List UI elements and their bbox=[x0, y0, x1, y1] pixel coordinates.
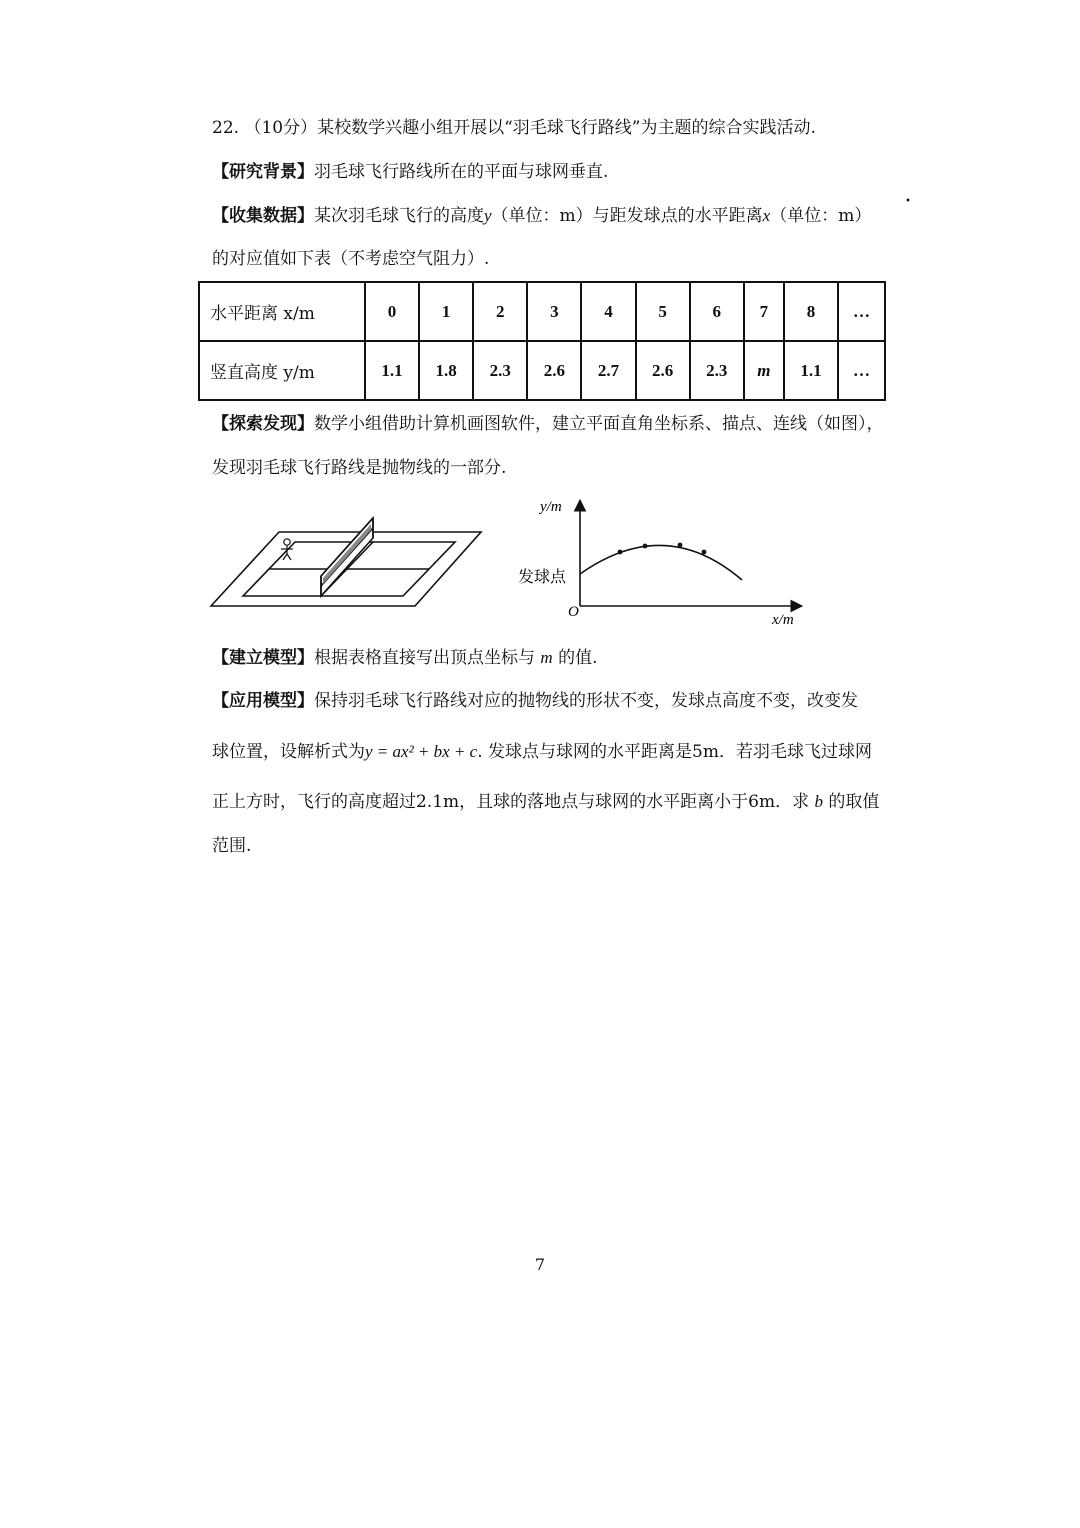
table-cell: 1.8 bbox=[419, 341, 473, 400]
table-row bbox=[199, 341, 885, 400]
formula: y = ax² + bx + c bbox=[365, 742, 478, 761]
table-cell: … bbox=[838, 341, 885, 400]
data-point bbox=[618, 550, 623, 555]
background-text: 羽毛球飞行路线所在的平面与球网垂直. bbox=[314, 162, 609, 182]
page-number: 7 bbox=[534, 1255, 546, 1274]
research-background bbox=[212, 160, 608, 184]
collect-data-cont: 的对应值如下表（不考虑空气阻力）. bbox=[212, 249, 490, 269]
data-point bbox=[702, 550, 707, 555]
trajectory-curve bbox=[580, 545, 742, 580]
data-table bbox=[198, 281, 886, 401]
table-cell: 8 bbox=[784, 282, 838, 341]
table-cell: … bbox=[838, 282, 885, 341]
table-cell: 2.6 bbox=[527, 341, 581, 400]
table-cell: m bbox=[744, 341, 784, 400]
trajectory-graph bbox=[510, 494, 810, 630]
table-cell: 2.3 bbox=[473, 341, 527, 400]
background-tag: 【研究背景】 bbox=[212, 162, 314, 182]
table-cell: 1.1 bbox=[365, 341, 419, 400]
table-cell: 0 bbox=[365, 282, 419, 341]
player-figure bbox=[281, 539, 293, 560]
apply-model-line2: 球位置，设解析式为y = ax² + bx + c. 发球点与球网的水平距离是5m．若羽毛球飞过球网 bbox=[212, 742, 872, 762]
table-cell: 4 bbox=[581, 282, 635, 341]
apply-model-line3: 正上方时，飞行的高度超过2.1m，且球的落地点与球网的水平距离小于6m．求 b 的取值 bbox=[212, 792, 880, 812]
model-tag: 【建立模型】 bbox=[212, 648, 314, 668]
data-point bbox=[678, 543, 683, 548]
y-axis-label: y/m bbox=[540, 499, 562, 515]
data-point bbox=[643, 544, 648, 549]
table-cell: 6 bbox=[690, 282, 744, 341]
apply-tag: 【应用模型】 bbox=[212, 691, 314, 711]
explore-discovery: 【探索发现】数学小组借助计算机画图软件，建立平面直角坐标系、描点、连线（如图）， bbox=[212, 414, 884, 434]
explore-tag: 【探索发现】 bbox=[212, 414, 314, 434]
row2-label: 竖直高度 y/m bbox=[199, 341, 365, 400]
table-cell: 3 bbox=[527, 282, 581, 341]
explore-discovery-cont: 发现羽毛球飞行路线是抛物线的一部分. bbox=[212, 458, 507, 478]
table-cell: 2.7 bbox=[581, 341, 635, 400]
apply-model: 【应用模型】保持羽毛球飞行路线对应的抛物线的形状不变，发球点高度不变，改变发 bbox=[212, 691, 858, 711]
serve-point-label: 发球点 bbox=[518, 567, 567, 586]
origin-label: O bbox=[568, 604, 579, 620]
table-cell: 5 bbox=[636, 282, 690, 341]
table-cell: 1.1 bbox=[784, 341, 838, 400]
table-cell: 2.3 bbox=[690, 341, 744, 400]
collect-data: 【收集数据】某次羽毛球飞行的高度y（单位：m）与距发球点的水平距离x（单位：m） bbox=[212, 206, 872, 226]
x-axis-label: x/m bbox=[772, 612, 794, 628]
table-cell: 7 bbox=[744, 282, 784, 341]
table-cell: 2.6 bbox=[636, 341, 690, 400]
problem-title: 22. （10分）某校数学兴趣小组开展以“羽毛球飞行路线”为主题的综合实践活动. bbox=[212, 118, 816, 138]
badminton-court-illustration bbox=[205, 508, 485, 612]
apply-model-line4: 范围. bbox=[212, 836, 252, 856]
emphasis-dot: • bbox=[905, 196, 911, 207]
table-cell: 1 bbox=[419, 282, 473, 341]
table-row bbox=[199, 282, 885, 341]
table-cell: 2 bbox=[473, 282, 527, 341]
row1-label: 水平距离 x/m bbox=[199, 282, 365, 341]
build-model: 【建立模型】根据表格直接写出顶点坐标与 m 的值. bbox=[212, 648, 598, 668]
collect-tag: 【收集数据】 bbox=[212, 206, 314, 226]
